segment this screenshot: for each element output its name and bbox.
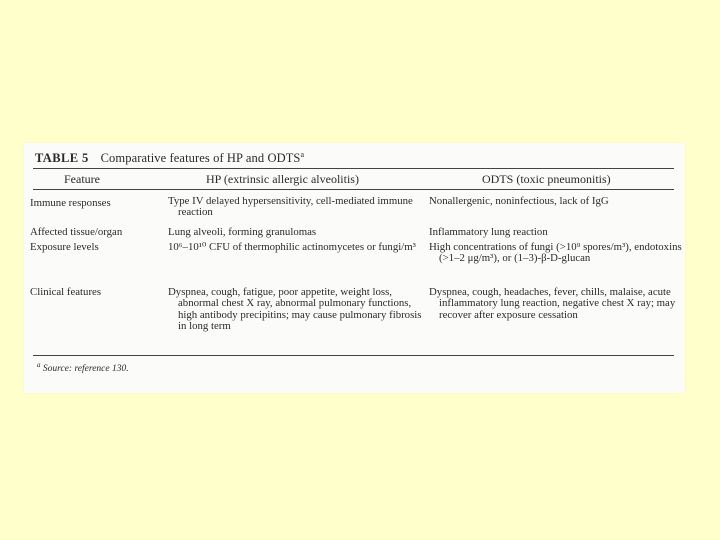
footnote-text: Source: reference 130.: [42, 364, 129, 375]
row-immune-odts: Nonallergenic, noninfectious, lack of IgG: [429, 195, 609, 207]
row-clinical-hp: Dyspnea, cough, fatigue, poor appetite, weight loss, abnormal chest X ray, abnormal pulmonary functions, high antibody precipitins; may cause pulmonary fibrosis in long term: [168, 286, 422, 333]
row-immune-hp: Type IV delayed hypersensitivity, cell-mediated immune reaction: [168, 195, 413, 219]
header-feature: Feature: [64, 172, 100, 186]
caption-footnote-marker: a: [300, 150, 305, 159]
row-tissue-feature: Affected tissue/organ: [30, 226, 123, 238]
row-immune-feature: Immune responses: [30, 197, 111, 209]
table-title: [35, 150, 304, 166]
row-clinical-odts: Dyspnea, cough, headaches, fever, chills, malaise, acute inflammatory lung reaction, negative chest X ray; may recover after exposure cessation: [429, 286, 676, 321]
header-odts: ODTS (toxic pneumonitis): [482, 172, 611, 186]
row-exposure-feature: Exposure levels: [30, 241, 99, 253]
row-clinical-feature: Clinical features: [30, 286, 102, 298]
table-header-rule: [33, 189, 674, 190]
row-tissue-hp: Lung alveoli, forming granulomas: [168, 226, 317, 238]
table-top-rule: [33, 168, 674, 169]
header-hp: HP (extrinsic allergic alveolitis): [206, 172, 359, 186]
table-caption: Comparative features of HP and ODTS: [100, 151, 301, 166]
table-footnote: [37, 361, 129, 374]
footnote-marker: a: [37, 361, 41, 369]
row-exposure-odts: High concentrations of fungi (>10⁹ spores/m³), endotoxins (>1–2 μg/m³), or (1–3)-β-D-glucan: [429, 241, 682, 265]
table-label: TABLE 5: [35, 151, 89, 166]
table-bottom-rule: [33, 355, 674, 356]
row-tissue-odts: Inflammatory lung reaction: [429, 226, 548, 238]
scanned-table-image: [24, 143, 685, 393]
row-exposure-hp: 10⁶–10¹⁰ CFU of thermophilic actinomycetes or fungi/m³: [168, 241, 416, 253]
